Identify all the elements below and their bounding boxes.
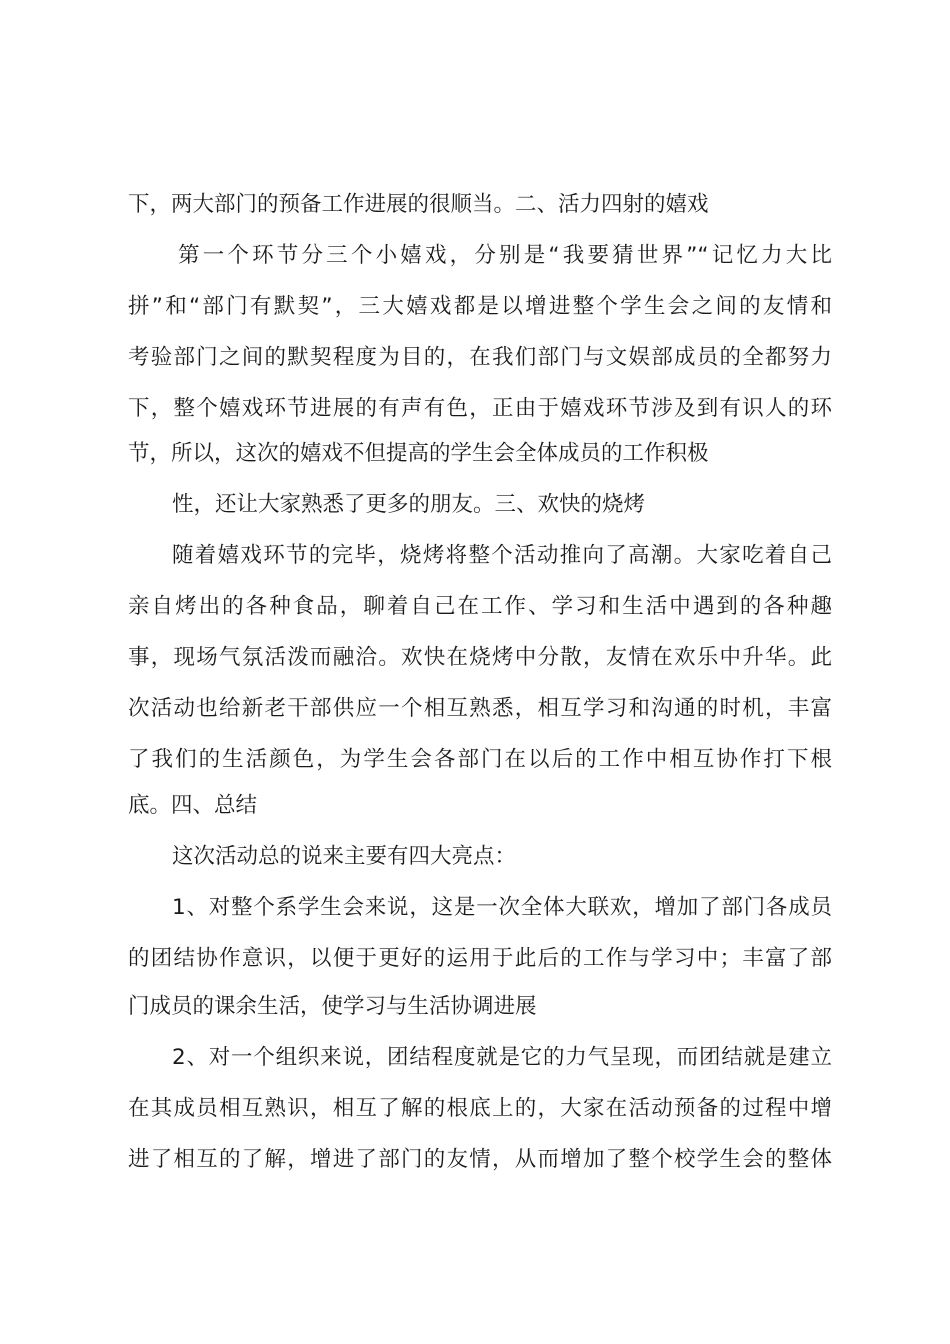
- text-line-11: 次活动也给新老干部供应一个相互熟悉，相互学习和沟通的时机，丰富: [128, 696, 832, 721]
- text-line-3: 拼”和“部门有默契”，三大嬉戏都是以增进整个学生会之间的友情和: [128, 294, 832, 319]
- text-line-17: 门成员的课余生活，使学习与生活协调进展: [128, 994, 537, 1019]
- text-line-10: 事，现场气氛活泼而融洽。欢快在烧烤中分散，友情在欢乐中升华。此: [128, 645, 832, 670]
- text-line-12: 了我们的生活颜色，为学生会各部门在以后的工作中相互协作打下根: [128, 747, 832, 772]
- text-line-16: 的团结协作意识，以便于更好的运用于此后的工作与学习中；丰富了部: [128, 946, 832, 971]
- text-line-5: 下，整个嬉戏环节进展的有声有色，正由于嬉戏环节涉及到有识人的环: [128, 396, 832, 421]
- text-line-19: 在其成员相互熟识，相互了解的根底上的，大家在活动预备的过程中增: [128, 1096, 832, 1121]
- text-line-9: 亲自烤出的各种食品，聊着自己在工作、学习和生活中遇到的各种趣: [128, 594, 832, 619]
- text-line-15: 1、对整个系学生会来说，这是一次全体大联欢，增加了部门各成员: [172, 895, 832, 920]
- text-line-4: 考验部门之间的默契程度为目的，在我们部门与文娱部成员的全都努力: [128, 345, 832, 370]
- text-line-18: 2、对一个组织来说，团结程度就是它的力气呈现，而团结就是建立: [172, 1045, 832, 1070]
- text-line-14: 这次活动总的说来主要有四大亮点：: [172, 844, 517, 869]
- text-line-6: 节，所以，这次的嬉戏不但提高的学生会全体成员的工作积极: [128, 441, 709, 466]
- text-line-1: 下，两大部门的预备工作进展的很顺当。二、活力四射的嬉戏: [128, 192, 709, 217]
- text-line-2: 第一个环节分三个小嬉戏，分别是“我要猜世界”“记忆力大比: [178, 243, 832, 268]
- text-line-20: 进了相互的了解，增进了部门的友情，从而增加了整个校学生会的整体: [128, 1147, 832, 1172]
- text-line-13: 底。四、总结: [128, 793, 258, 818]
- text-line-8: 随着嬉戏环节的完毕，烧烤将整个活动推向了高潮。大家吃着自己: [172, 543, 832, 568]
- text-line-7: 性，还让大家熟悉了更多的朋友。三、欢快的烧烤: [172, 492, 646, 517]
